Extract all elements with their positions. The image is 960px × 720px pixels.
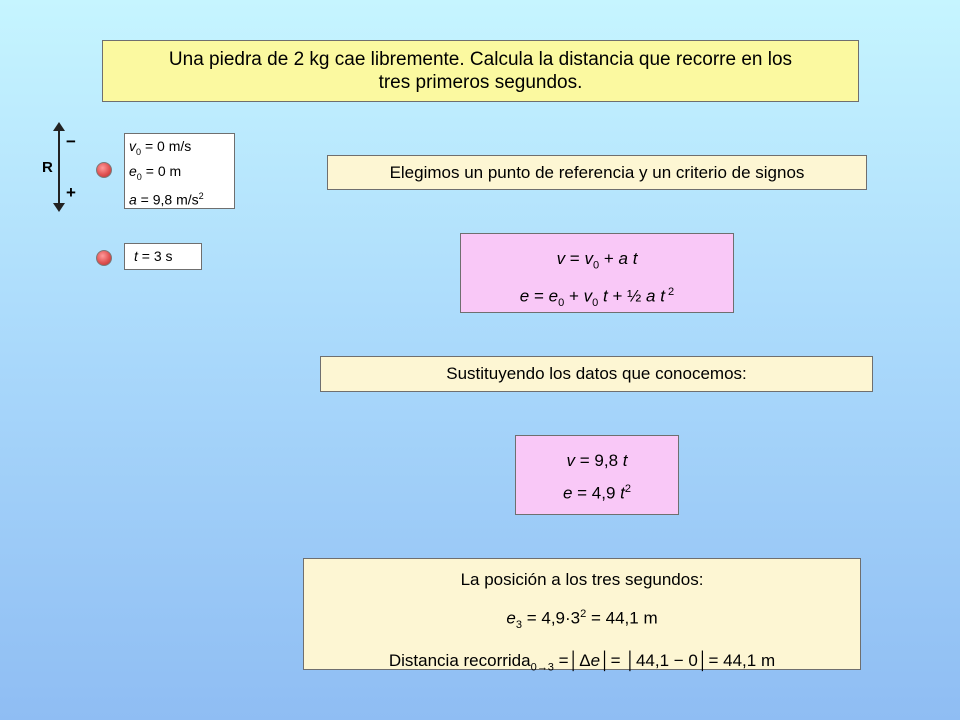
problem-statement [102, 40, 859, 102]
time-box: t = 3 s [124, 243, 202, 270]
velocity-result: v = 9,8 t [566, 451, 628, 470]
known-data-box [124, 133, 235, 209]
bullet-icon [96, 250, 112, 266]
axis-label-r: R [42, 159, 53, 176]
reference-criterion-text: Elegimos un punto de referencia y un criterio de signos [327, 155, 867, 190]
bullet-icon [96, 162, 112, 178]
velocity-equation: $v = v_0 + a$ t [556, 249, 638, 272]
initial-velocity: $v_0 = 0$ m/s [129, 138, 192, 157]
axis-arrow-down-icon [53, 203, 65, 212]
acceleration: a = 9,8 $m/s^2$ [129, 190, 204, 208]
problem-line-2: tres primeros segundos. [378, 72, 583, 93]
problem-line-1: Una piedra de 2 kg cae libremente. Calcula la distancia que recorre en los [168, 49, 793, 70]
specific-equations-box [515, 435, 679, 515]
final-position-label: La posición a los tres segundos: [460, 570, 704, 589]
distance-traveled: Distancia recorrida$_{0\to 3}$ =│Δe│= │44,1 − 0│= 44,1 m [388, 651, 776, 674]
general-equations-box [460, 233, 734, 313]
position-result: e = 4,9 $t^2$ [562, 483, 632, 503]
axis-minus-sign: − [66, 132, 76, 151]
substitution-text: Sustituyendo los datos que conocemos: [320, 356, 873, 392]
axis-plus-sign: + [66, 183, 76, 202]
axis-line [58, 130, 60, 204]
final-answer-box [303, 558, 861, 674]
initial-position: $e_0 = 0$ m [129, 162, 182, 182]
final-position-value: $e_3 = 4,9\cdot 3^2 = 44,1$ m [506, 608, 658, 632]
position-equation: $e = e_0 + v_0$ t + ½ a t $^2$ [519, 286, 675, 310]
